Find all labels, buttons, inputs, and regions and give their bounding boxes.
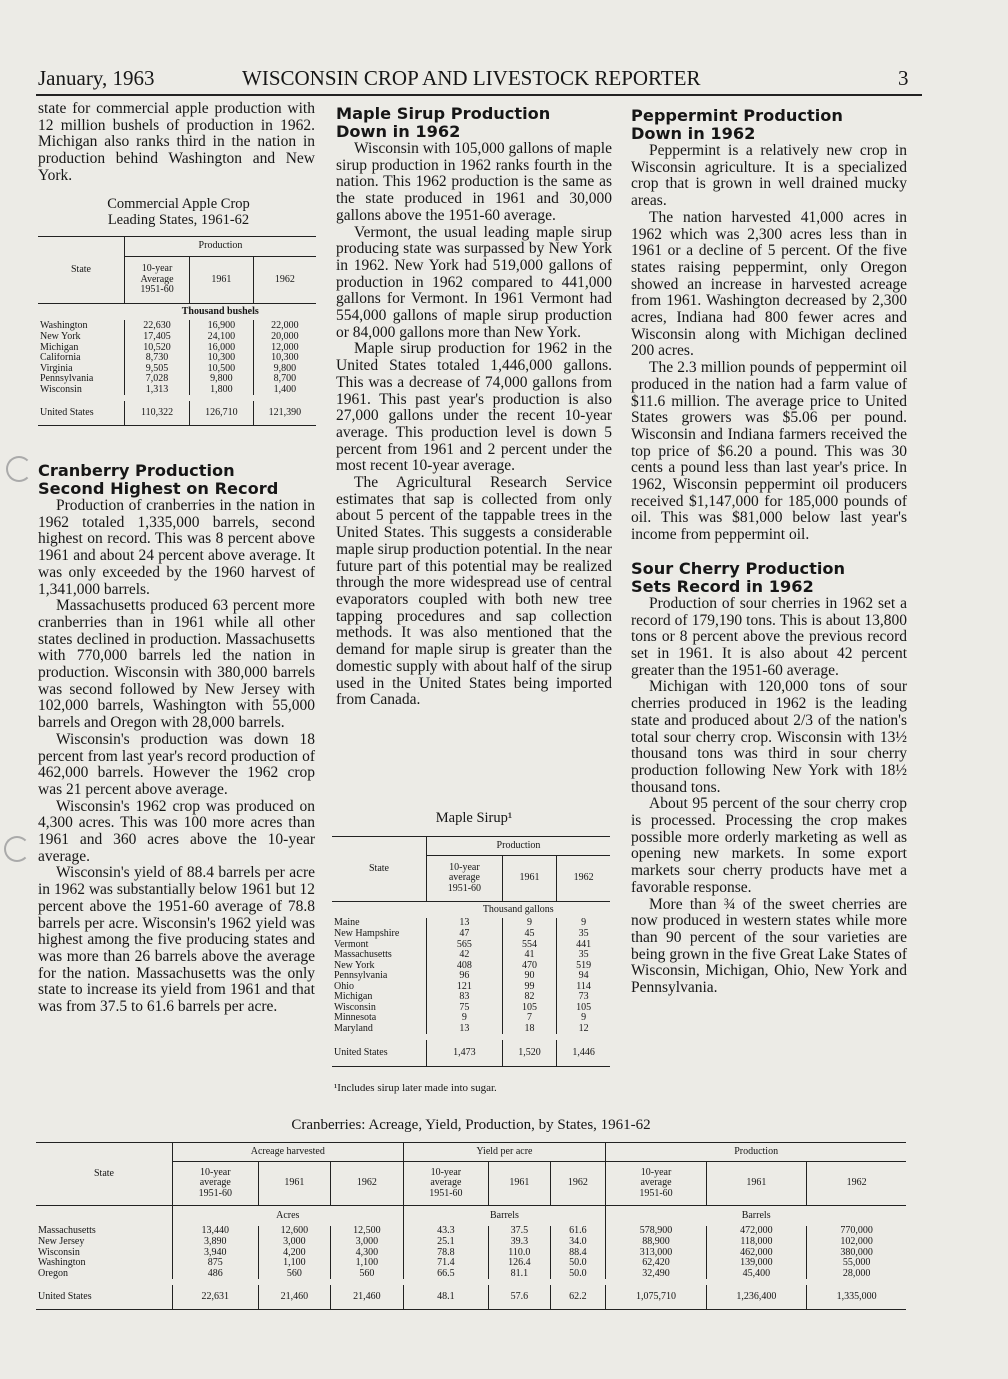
row-value: 560 — [331, 1269, 404, 1280]
col-header-state: State — [71, 263, 91, 275]
row-value: 486 — [173, 1269, 259, 1280]
total-average: 1,473 — [427, 1040, 503, 1067]
total-production-average: 1,075,710 — [606, 1285, 706, 1310]
table-row — [36, 1248, 906, 1259]
paragraph: Maple sirup production for 1962 in the United States totaled 1,446,000 gallons. This was a decrease of 74,000 gallons from 1961. This past year's production is also 27,000 gallons under the recent 10-year average. This production level is down 5 percent from 1961 and 2 percent under the most recent 10-year average. — [336, 340, 612, 475]
col-header-acreage-1961: 1961 — [258, 1162, 331, 1206]
row-value: 13 — [427, 1024, 503, 1035]
row-value: 35 — [557, 950, 610, 961]
row-value: 462,000 — [706, 1248, 806, 1259]
row-value: 13 — [427, 918, 503, 929]
row-value: 17,405 — [125, 332, 190, 343]
total-average: 110,322 — [125, 401, 190, 426]
row-state: New York — [334, 960, 375, 971]
row-state: Michigan — [334, 992, 373, 1002]
row-value: 42 — [427, 950, 503, 961]
paragraph: Michigan with 120,000 tons of sour cherries produced in 1962 is the leading state and produced about 2/3 of the nation's total sour cherry crop. Wisconsin with 13½ thousand tons was third in sour cherry production following New York with 18½ thousand tons. — [631, 678, 907, 796]
table-row — [36, 1258, 906, 1269]
row-value: 45 — [502, 929, 556, 940]
row-value: 1,313 — [125, 385, 190, 396]
row-state: Oregon — [38, 1268, 68, 1279]
table-row — [38, 332, 316, 343]
row-value: 75 — [427, 1003, 503, 1014]
cherry-subheading: Sets Record in 1962 — [631, 576, 814, 596]
cranberry-article — [38, 462, 315, 1016]
paragraph: Vermont, the usual leading maple sirup producing state was surpassed by New York in 1962. New York had 519,000 gallons of production in 1962 compared to 441,000 gallons for Vermont. In 1961 Vermont had 554,000 gallons of maple sirup production or 84,000 gallons more than New York. — [336, 223, 612, 341]
row-value: 82 — [502, 992, 556, 1003]
maple-heading: Maple Sirup Production — [336, 104, 551, 123]
row-value: 50.0 — [550, 1258, 606, 1269]
row-value: 16,000 — [190, 343, 254, 354]
paragraph: Massachusetts produced 63 percent more cranberries than in 1961 while all other states declined in production. Massachusetts with 770,000 barrels led the nation in production. Wisconsin with 380,000 barrels was second followed by New Jersey with 102,000 barrels, Washington with 55,000 barrels and Oregon with 28,000 barrels. — [38, 597, 315, 732]
table-row — [332, 1024, 610, 1035]
row-value: 565 — [427, 940, 503, 951]
row-value: 66.5 — [403, 1269, 489, 1280]
total-1962: 121,390 — [253, 401, 316, 426]
row-value: 12,600 — [258, 1226, 331, 1237]
row-value: 90 — [502, 971, 556, 982]
col-header-average: 10-year average 1951-60 — [427, 856, 503, 902]
paragraph: The Agricultural Research Service estimates that sap is collected from only about 5 percent of the tappable trees in the United States. This suggests a considerable maple sirup production potential. In the near future part of this potential may be realized through the more widespread use of central evaporators coupled with both new tree tapping procedures and sap collection methods. It was also mentioned that the demand for maple sirup is greater than the domestic supply with about half of the sirup used in the United States being imported from Canada. — [336, 474, 612, 709]
cherry-heading: Sour Cherry Production — [631, 558, 846, 578]
col-header-acreage-1962: 1962 — [331, 1162, 404, 1206]
issue-date: January, 1963 — [38, 66, 155, 90]
col-header-state: State — [369, 862, 389, 874]
col-header-yield-1962: 1962 — [550, 1162, 606, 1206]
total-production-1961: 1,236,400 — [706, 1285, 806, 1310]
page-number: 3 — [898, 66, 909, 90]
row-value: 9,800 — [190, 374, 254, 385]
row-value: 554 — [502, 940, 556, 951]
row-state: Pennsylvania — [334, 971, 388, 981]
total-yield-average: 48.1 — [403, 1285, 489, 1310]
row-value: 22,000 — [253, 320, 316, 332]
row-value: 45,400 — [706, 1269, 806, 1280]
col-header-production-1962: 1962 — [807, 1162, 906, 1206]
row-value: 9,505 — [125, 364, 190, 375]
paragraph: The nation harvested 41,000 acres in 1962 which was 2,300 acres less than in 1961 or a decline of 5 percent. Of the five states raising peppermint, only Oregon showed an increase in harvested acreage from 1961. Washington decreased by 2,300 acres, Indiana had 800 fewer acres and Wisconsin along with Michigan declined 200 acres. — [631, 208, 907, 360]
cranberry-table-title: Cranberries: Acreage, Yield, Production, by States, 1961-62 — [291, 1117, 651, 1133]
column-left — [38, 101, 315, 185]
header-rule — [36, 94, 922, 96]
row-state: New Jersey — [38, 1237, 85, 1247]
row-value: 110.0 — [489, 1248, 550, 1259]
row-value: 121 — [427, 982, 503, 993]
col-header-1961: 1961 — [502, 856, 556, 902]
maple-article — [336, 105, 612, 709]
row-value: 81.1 — [489, 1269, 550, 1280]
paragraph: Peppermint is a relatively new crop in Wisconsin agriculture. It is a specialized crop that is grown in well drained mucky areas. — [631, 142, 907, 210]
row-state: Washington — [40, 320, 88, 331]
peppermint-article — [631, 107, 907, 997]
row-state: Maine — [334, 918, 360, 929]
paragraph: About 95 percent of the sour cherry crop is processed. Processing the crop makes possible more orderly marketing as well as opening new markets. In some export markets sour cherry products have met a favorable response. — [631, 795, 907, 896]
row-value: 94 — [557, 971, 610, 982]
row-state: Pennsylvania — [40, 374, 94, 384]
paragraph: Wisconsin with 105,000 gallons of maple sirup production in 1962 ranks fourth in the nation. This 1962 production is the same as the state produced in 1961 and 30,000 gallons above the 1951-60 average. — [336, 140, 612, 224]
row-value: 41 — [502, 950, 556, 961]
row-value: 13,440 — [173, 1226, 259, 1237]
row-value: 472,000 — [706, 1226, 806, 1237]
row-value: 105 — [502, 1003, 556, 1014]
row-value: 770,000 — [807, 1226, 906, 1237]
row-value: 78.8 — [403, 1248, 489, 1259]
table-row — [38, 385, 316, 396]
table-row — [36, 1226, 906, 1237]
unit-barrels: Barrels — [606, 1206, 906, 1227]
table-row — [332, 1013, 610, 1024]
row-value: 4,300 — [331, 1248, 404, 1259]
col-header-state: State — [94, 1167, 114, 1179]
paragraph: Wisconsin's 1962 crop was produced on 4,300 acres. This was 100 more acres than 1961 and 360 acres above the 10-year average. — [38, 797, 315, 865]
row-value: 578,900 — [606, 1226, 706, 1237]
row-value: 43.3 — [403, 1226, 489, 1237]
row-state: Ohio — [334, 981, 354, 992]
row-state: Minnesota — [334, 1013, 377, 1023]
row-value: 9,800 — [253, 364, 316, 375]
peppermint-subheading: Down in 1962 — [631, 124, 756, 143]
row-value: 313,000 — [606, 1248, 706, 1259]
row-state: Maryland — [334, 1023, 373, 1034]
cranberry-heading: Cranberry Production — [38, 461, 235, 480]
col-header-production: Production — [125, 237, 317, 257]
col-header-production-1961: 1961 — [706, 1162, 806, 1206]
row-value: 408 — [427, 961, 503, 972]
col-header-average: 10-year Average 1951-60 — [125, 256, 190, 303]
maple-subheading: Down in 1962 — [336, 122, 461, 141]
row-state: Wisconsin — [38, 1247, 80, 1258]
row-value: 3,890 — [173, 1237, 259, 1248]
row-value: 3,000 — [258, 1237, 331, 1248]
row-state: Wisconsin — [334, 1002, 376, 1013]
row-value: 37.5 — [489, 1226, 550, 1237]
total-state: United States — [334, 1046, 388, 1058]
row-value: 7,028 — [125, 374, 190, 385]
row-value: 25.1 — [403, 1237, 489, 1248]
row-value: 105 — [557, 1003, 610, 1014]
col-header-acreage-average: 10-year average 1951-60 — [173, 1162, 259, 1206]
row-value: 62,420 — [606, 1258, 706, 1269]
table-row — [38, 353, 316, 364]
total-state: United States — [38, 1290, 92, 1302]
row-value: 10,300 — [190, 353, 254, 364]
col-header-yield-1961: 1961 — [489, 1162, 550, 1206]
col-header-yield-average: 10-year average 1951-60 — [403, 1162, 489, 1206]
row-value: 12,000 — [253, 343, 316, 354]
row-state: Virginia — [40, 363, 73, 374]
col-header-production: Production — [606, 1143, 906, 1162]
row-value: 8,730 — [125, 353, 190, 364]
table-row — [332, 950, 610, 961]
row-value: 139,000 — [706, 1258, 806, 1269]
paragraph: Production of sour cherries in 1962 set a record of 179,190 tons. This is about 13,800 tons or 8 percent above the previous record set in 1961. It is also about 42 percent greater than the 1951-60 average. — [631, 594, 907, 679]
col-header-acreage: Acreage harvested — [173, 1143, 404, 1162]
row-value: 18 — [502, 1024, 556, 1035]
row-value: 4,200 — [258, 1248, 331, 1259]
table-row — [332, 918, 610, 929]
row-value: 519 — [557, 961, 610, 972]
paragraph: The 2.3 million pounds of peppermint oil produced in the nation had a farm value of $11.6 million. The average price to United States growers was $5.06 per pound. Wisconsin and Indiana farmers received the top price of $6.20 a pound. This was 30 cents a pound less than last year's price. In 1962, Wisconsin peppermint oil producers received $1,147,000 for 185,000 pounds of oil. This was $81,000 below last year's income from peppermint oil. — [631, 359, 907, 544]
row-value: 470 — [502, 961, 556, 972]
row-value: 22,630 — [125, 320, 190, 332]
row-value: 8,700 — [253, 374, 316, 385]
unit-label: Thousand gallons — [482, 903, 554, 915]
row-value: 380,000 — [807, 1248, 906, 1259]
row-value: 16,900 — [190, 320, 254, 332]
apple-intro: state for commercial apple production with 12 million bushels of production in 1962. Michigan also ranks third in the nation in production behind Washington and New York. — [38, 100, 315, 184]
paragraph: Wisconsin's yield of 88.4 barrels per acre in 1962 was substantially below 1961 but 12 percent above the 1951-60 average of 78.8 barrels per acre. Wisconsin's 1962 yield was highest among the five producing states and was more than 26 barrels above the average for the nation. Massachusetts was the only state to increase its yield from 1961 and that was from 37.5 to 61.6 barrels per acre. — [38, 864, 315, 1016]
row-state: Michigan — [40, 342, 79, 353]
row-value: 55,000 — [807, 1258, 906, 1269]
col-header-production: Production — [427, 837, 611, 856]
total-acreage-1961: 21,460 — [258, 1285, 331, 1310]
table-row — [332, 982, 610, 993]
row-value: 71.4 — [403, 1258, 489, 1269]
cranberry-subheading: Second Highest on Record — [38, 479, 279, 498]
row-value: 83 — [427, 992, 503, 1003]
row-value: 3,940 — [173, 1248, 259, 1259]
paragraph: More than ¾ of the sweet cherries are now produced in western states while more than 90 percent of the sour varieties are being grown in the five Great Lake States of Wisconsin, Michigan, Ohio, New York and Pennsylvania. — [631, 895, 907, 997]
publication-title: WISCONSIN CROP AND LIVESTOCK REPORTER — [242, 66, 701, 90]
cranberry-table — [36, 1142, 906, 1312]
row-value: 99 — [502, 982, 556, 993]
binder-hole-mark — [4, 836, 30, 862]
total-yield-1961: 57.6 — [489, 1285, 550, 1310]
table-row — [332, 1003, 610, 1014]
col-header-1961: 1961 — [190, 256, 254, 303]
row-value: 88,900 — [606, 1237, 706, 1248]
row-value: 28,000 — [807, 1269, 906, 1280]
row-state: California — [40, 353, 81, 363]
row-value: 61.6 — [550, 1226, 606, 1237]
row-value: 50.0 — [550, 1269, 606, 1280]
unit-label: Thousand bushels — [181, 305, 259, 317]
row-value: 1,400 — [253, 385, 316, 396]
row-state: New York — [40, 332, 81, 342]
table-row — [38, 374, 316, 385]
col-header-1962: 1962 — [253, 256, 316, 303]
apple-table-title: Commercial Apple Crop Leading States, 1961-62 — [107, 196, 250, 228]
row-value: 9 — [427, 1013, 503, 1024]
row-value: 32,490 — [606, 1269, 706, 1280]
col-header-production-average: 10-year average 1951-60 — [606, 1162, 706, 1206]
row-value: 10,300 — [253, 353, 316, 364]
row-state: Vermont — [334, 939, 369, 950]
row-value: 73 — [557, 992, 610, 1003]
row-value: 1,100 — [258, 1258, 331, 1269]
total-state: United States — [40, 406, 94, 418]
row-value: 3,000 — [331, 1237, 404, 1248]
table-row — [36, 1269, 906, 1280]
total-1962: 1,446 — [557, 1040, 610, 1067]
row-state: Washington — [38, 1258, 86, 1268]
row-state: Massachusetts — [334, 950, 392, 960]
row-state: New Hampshire — [334, 929, 400, 939]
row-value: 441 — [557, 940, 610, 951]
peppermint-heading: Peppermint Production — [631, 106, 843, 125]
maple-footnote: ¹Includes sirup later made into sugar. — [334, 1082, 497, 1094]
row-value: 9 — [502, 918, 556, 929]
row-value: 9 — [557, 1013, 610, 1024]
row-value: 96 — [427, 971, 503, 982]
total-yield-1962: 62.2 — [550, 1285, 606, 1310]
total-production-1962: 1,335,000 — [807, 1285, 906, 1310]
table-row — [332, 961, 610, 972]
row-state: Massachusetts — [38, 1226, 96, 1237]
row-value: 12,500 — [331, 1226, 404, 1237]
row-value: 118,000 — [706, 1237, 806, 1248]
row-value: 35 — [557, 929, 610, 940]
col-header-1962: 1962 — [557, 856, 610, 902]
maple-table-title: Maple Sirup¹ — [435, 810, 513, 826]
row-value: 34.0 — [550, 1237, 606, 1248]
row-value: 10,500 — [190, 364, 254, 375]
paragraph: Production of cranberries in the nation in 1962 totaled 1,335,000 barrels, second highest on record. This was 8 percent above 1961 and about 24 percent above average. It was only exceeded by the 1960 harvest of 1,341,000 barrels. — [38, 497, 315, 598]
paragraph: Wisconsin's production was down 18 percent from last year's record production of 462,000 barrels. However the 1962 crop was 21 percent above average. — [38, 730, 315, 798]
row-value: 20,000 — [253, 332, 316, 343]
row-value: 560 — [258, 1269, 331, 1280]
unit-barrels: Barrels — [403, 1206, 606, 1227]
row-value: 114 — [557, 982, 610, 993]
total-1961: 126,710 — [190, 401, 254, 426]
col-header-yield: Yield per acre — [403, 1143, 606, 1162]
row-value: 24,100 — [190, 332, 254, 343]
total-acreage-1962: 21,460 — [331, 1285, 404, 1310]
table-row — [332, 971, 610, 982]
row-value: 12 — [557, 1024, 610, 1035]
row-value: 102,000 — [807, 1237, 906, 1248]
unit-acres: Acres — [173, 1206, 404, 1227]
row-value: 39.3 — [489, 1237, 550, 1248]
row-value: 7 — [502, 1013, 556, 1024]
maple-sirup-table — [332, 836, 610, 1069]
apple-crop-table — [38, 236, 316, 428]
row-value: 9 — [557, 918, 610, 929]
table-row — [332, 929, 610, 940]
row-value: 47 — [427, 929, 503, 940]
row-value: 126.4 — [489, 1258, 550, 1269]
row-state: Wisconsin — [40, 384, 82, 395]
binder-hole-mark — [6, 456, 32, 482]
table-row — [36, 1237, 906, 1248]
table-row — [332, 992, 610, 1003]
total-acreage-average: 22,631 — [173, 1285, 259, 1310]
total-1961: 1,520 — [502, 1040, 556, 1067]
row-value: 1,100 — [331, 1258, 404, 1269]
row-value: 875 — [173, 1258, 259, 1269]
row-value: 1,800 — [190, 385, 254, 396]
row-value: 88.4 — [550, 1248, 606, 1259]
table-row — [332, 940, 610, 951]
row-value: 10,520 — [125, 343, 190, 354]
